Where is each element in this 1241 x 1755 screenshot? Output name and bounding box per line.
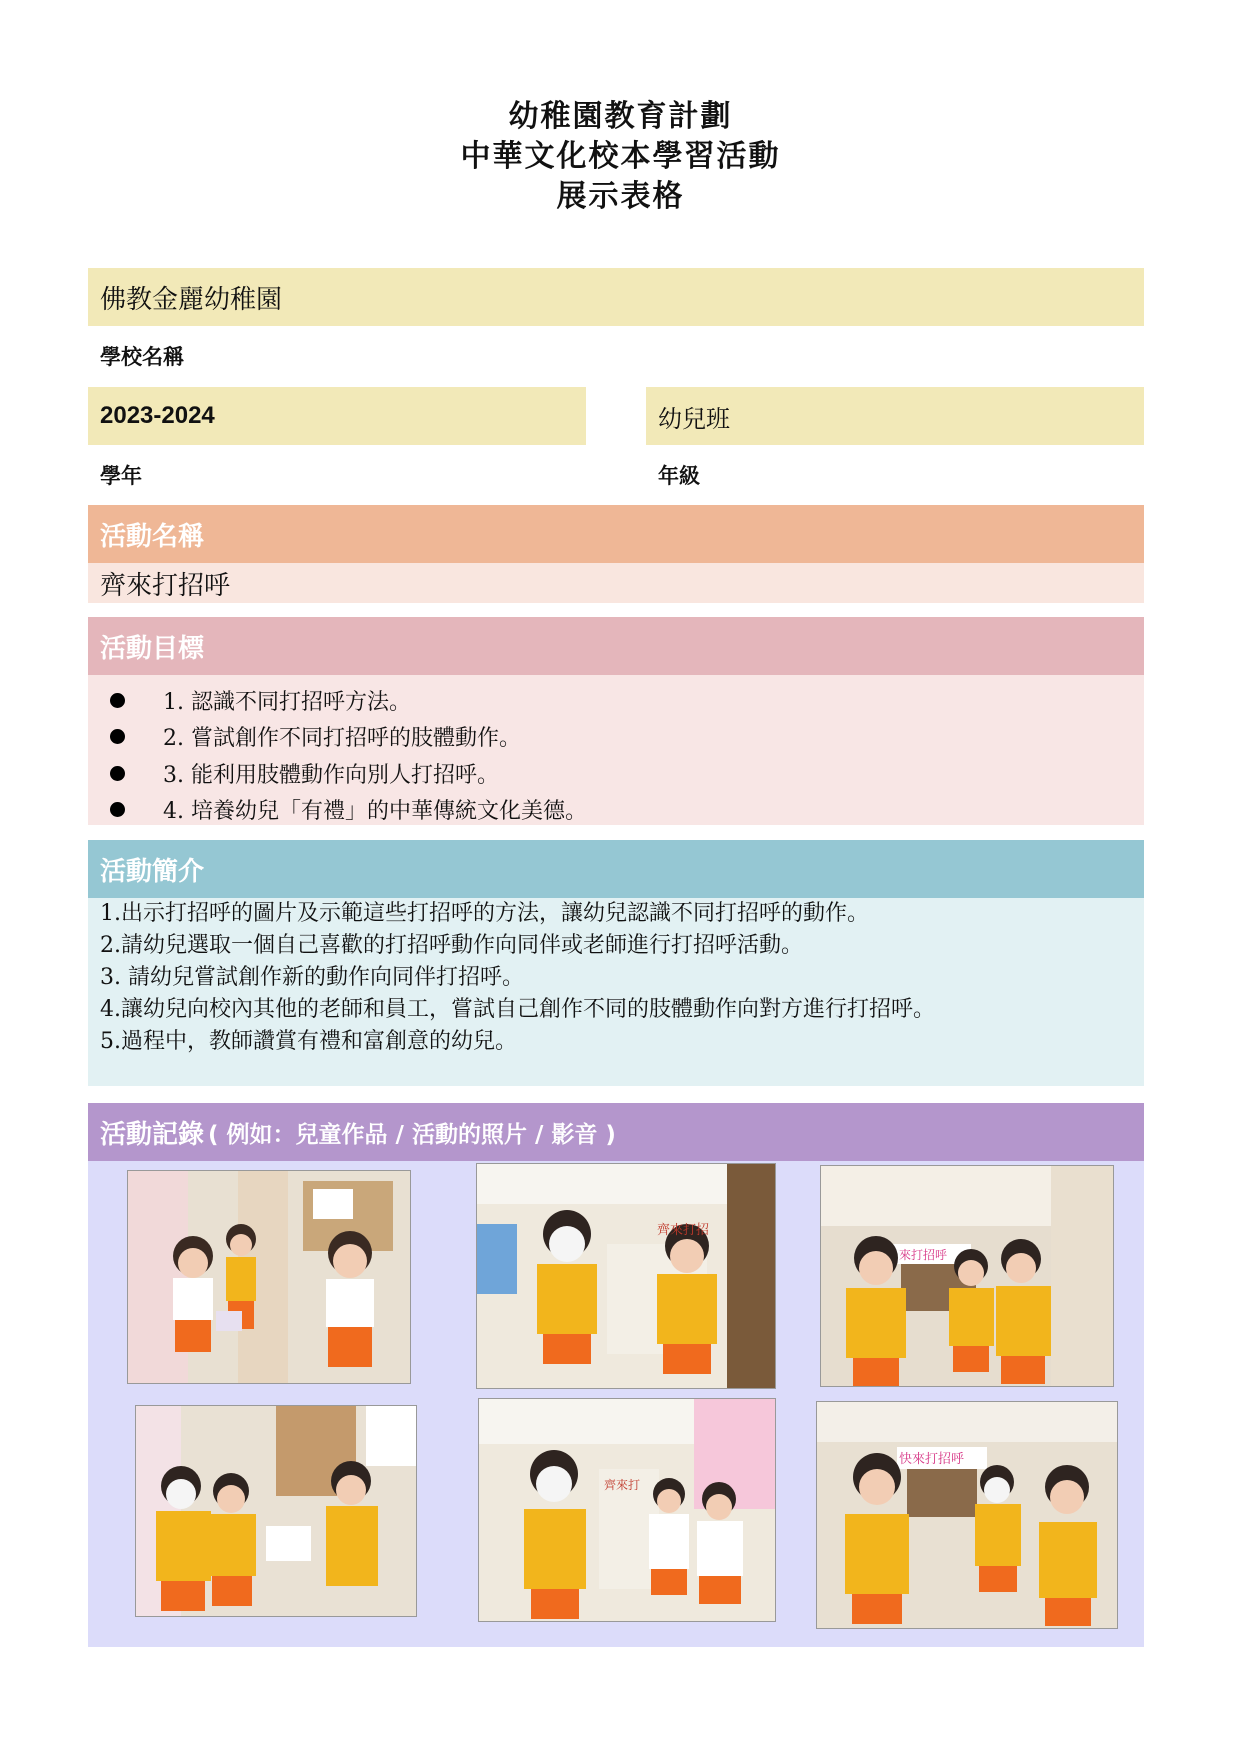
grade-field: 幼兒班: [646, 387, 1144, 445]
school-name-label: 學校名稱: [100, 345, 184, 369]
photo-2-sign: 齊來打招: [657, 1223, 710, 1238]
records-header: [88, 1103, 1144, 1161]
activity-photo-2: [476, 1163, 776, 1389]
title-line-1: 幼稚園教育計劃: [508, 99, 733, 134]
objective-item: 2. 嘗試創作不同打招呼的肢體動作。: [100, 721, 521, 751]
introduction-body: [88, 898, 1144, 1086]
title-line-3: 展示表格: [556, 179, 685, 214]
introduction-line: 4.讓幼兒向校內其他的老師和員工，嘗試自己創作不同的肢體動作向對方進行打招呼。: [100, 997, 935, 1022]
photo-6-sign: 快來打招呼: [899, 1452, 965, 1467]
bullet-icon: [110, 802, 125, 817]
title-line-2: 中華文化校本學習活動: [460, 139, 781, 174]
objectives-list: [88, 675, 1144, 825]
objective-item: 3. 能利用肢體動作向別人打招呼。: [100, 758, 499, 788]
activity-photo-3: [820, 1165, 1114, 1387]
activity-photo-1: [127, 1170, 411, 1384]
activity-name-header: 活動名稱: [88, 505, 1144, 563]
introduction-line: 3. 請幼兒嘗試創作新的動作向同伴打招呼。: [100, 965, 524, 990]
objectives-header: 活動目標: [88, 617, 1144, 675]
school-year-field: 2023-2024: [88, 387, 586, 445]
bullet-icon: [110, 766, 125, 781]
introduction-line: 5.過程中，教師讚賞有禮和富創意的幼兒。: [100, 1029, 517, 1054]
bullet-icon: [110, 729, 125, 744]
school-year-label: 學年: [100, 464, 142, 488]
grade-label: 年級: [658, 464, 700, 488]
records-header-subtitle: ( 例如：兒童作品 / 活動的照片 / 影音 ): [208, 1121, 616, 1148]
objective-item: 4. 培養幼兒「有禮」的中華傳統文化美德。: [100, 794, 587, 824]
introduction-line: 2.請幼兒選取一個自己喜歡的打招呼動作向同伴或老師進行打招呼活動。: [100, 933, 803, 958]
photo-5-sign: 齊來打: [604, 1478, 641, 1492]
introduction-header: 活動簡介: [88, 840, 1144, 898]
document-title: [0, 97, 1241, 217]
activity-photo-5: [478, 1398, 776, 1622]
school-name-field: 佛教金麗幼稚園: [88, 268, 1144, 326]
records-header-title: 活動記錄: [100, 1119, 205, 1150]
photo-3-sign: 來打招呼: [899, 1248, 948, 1262]
activity-photo-4: [135, 1405, 417, 1617]
activity-photo-6: [816, 1401, 1118, 1629]
objective-item: 1. 認識不同打招呼方法。: [100, 685, 411, 715]
activity-name-value: 齊來打招呼: [88, 563, 1144, 603]
introduction-line: 1.出示打招呼的圖片及示範這些打招呼的方法，讓幼兒認識不同打招呼的動作。: [100, 901, 869, 926]
bullet-icon: [110, 693, 125, 708]
